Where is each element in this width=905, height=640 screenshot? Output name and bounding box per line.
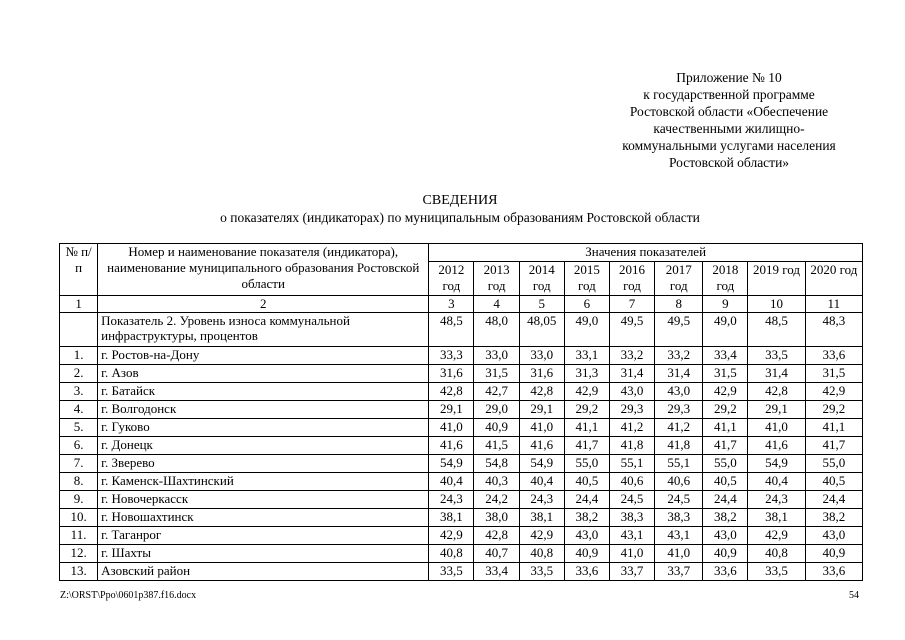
value-cell: 43,0 (703, 527, 748, 545)
header-values: Значения показателей (429, 244, 863, 262)
value-cell: 33,6 (805, 563, 862, 581)
indicators-table (59, 243, 863, 581)
appendix-line: коммунальными услугами населения (622, 138, 836, 153)
value-cell: 40,4 (519, 473, 564, 491)
value-cell: 41,1 (564, 419, 609, 437)
value-cell: 54,9 (519, 455, 564, 473)
row-number: 11. (60, 527, 98, 545)
indicator-number (60, 313, 98, 347)
municipality-name: г. Волгодонск (98, 401, 429, 419)
document-heading (60, 192, 860, 226)
row-number: 13. (60, 563, 98, 581)
table-row (60, 473, 863, 491)
value-cell: 38,3 (655, 509, 703, 527)
value-cell: 29,3 (655, 401, 703, 419)
value-cell: 40,5 (703, 473, 748, 491)
row-number: 12. (60, 545, 98, 563)
value-cell: 38,2 (805, 509, 862, 527)
value-cell: 42,9 (703, 383, 748, 401)
value-cell: 40,9 (805, 545, 862, 563)
indicator-value: 48,5 (748, 313, 805, 347)
value-cell: 41,0 (429, 419, 474, 437)
column-number: 3 (429, 296, 474, 313)
value-cell: 38,0 (474, 509, 519, 527)
value-cell: 43,0 (805, 527, 862, 545)
appendix-line: Приложение № 10 (676, 70, 782, 85)
indicator-value: 48,3 (805, 313, 862, 347)
value-cell: 41,0 (655, 545, 703, 563)
table-row (60, 545, 863, 563)
municipality-name: г. Гуково (98, 419, 429, 437)
value-cell: 29,2 (703, 401, 748, 419)
value-cell: 33,5 (748, 347, 805, 365)
value-cell: 41,8 (655, 437, 703, 455)
appendix-line: к государственной программе (643, 87, 815, 102)
value-cell: 33,2 (609, 347, 654, 365)
value-cell: 41,0 (609, 545, 654, 563)
municipality-name: г. Азов (98, 365, 429, 383)
row-number: 6. (60, 437, 98, 455)
column-number: 5 (519, 296, 564, 313)
value-cell: 24,3 (429, 491, 474, 509)
appendix-note (598, 69, 860, 171)
value-cell: 31,4 (748, 365, 805, 383)
value-cell: 41,7 (564, 437, 609, 455)
column-number: 7 (609, 296, 654, 313)
table-row (60, 347, 863, 365)
value-cell: 24,4 (564, 491, 609, 509)
table-row (60, 509, 863, 527)
value-cell: 41,2 (655, 419, 703, 437)
value-cell: 41,2 (609, 419, 654, 437)
appendix-line: Ростовской области» (668, 155, 790, 170)
value-cell: 41,7 (805, 437, 862, 455)
value-cell: 40,6 (609, 473, 654, 491)
table-row (60, 455, 863, 473)
value-cell: 33,6 (564, 563, 609, 581)
value-cell: 43,1 (609, 527, 654, 545)
value-cell: 42,9 (805, 383, 862, 401)
value-cell: 24,3 (519, 491, 564, 509)
row-number: 9. (60, 491, 98, 509)
value-cell: 41,7 (703, 437, 748, 455)
value-cell: 42,9 (748, 527, 805, 545)
value-cell: 29,1 (519, 401, 564, 419)
table-row (60, 383, 863, 401)
value-cell: 43,1 (655, 527, 703, 545)
row-number: 8. (60, 473, 98, 491)
value-cell: 41,8 (609, 437, 654, 455)
indicator-value: 49,5 (609, 313, 654, 347)
table-row (60, 365, 863, 383)
value-cell: 42,9 (429, 527, 474, 545)
municipality-name: г. Новошахтинск (98, 509, 429, 527)
municipality-name: г. Донецк (98, 437, 429, 455)
value-cell: 40,9 (564, 545, 609, 563)
value-cell: 24,5 (609, 491, 654, 509)
table-row (60, 527, 863, 545)
value-cell: 55,0 (703, 455, 748, 473)
value-cell: 38,1 (748, 509, 805, 527)
column-number: 2 (98, 296, 429, 313)
header-year: 2016 год (609, 262, 654, 296)
municipality-name: г. Батайск (98, 383, 429, 401)
value-cell: 29,1 (429, 401, 474, 419)
footer-file-path: Z:\ORST\Ppo\0601p387.f16.docx (60, 590, 197, 601)
column-number: 1 (60, 296, 98, 313)
value-cell: 40,8 (748, 545, 805, 563)
value-cell: 40,8 (429, 545, 474, 563)
value-cell: 31,5 (703, 365, 748, 383)
value-cell: 40,4 (748, 473, 805, 491)
table-row (60, 419, 863, 437)
column-number: 6 (564, 296, 609, 313)
appendix-line: качественными жилищно- (653, 121, 805, 136)
value-cell: 42,9 (519, 527, 564, 545)
row-number: 1. (60, 347, 98, 365)
table-row (60, 437, 863, 455)
value-cell: 33,6 (703, 563, 748, 581)
indicator-value: 48,5 (429, 313, 474, 347)
document-title: СВЕДЕНИЯ (422, 193, 498, 208)
appendix-line: Ростовской области «Обеспечение (629, 104, 829, 119)
value-cell: 40,3 (474, 473, 519, 491)
column-number: 11 (805, 296, 862, 313)
table-row (60, 563, 863, 581)
value-cell: 41,6 (519, 437, 564, 455)
municipality-name: г. Ростов-на-Дону (98, 347, 429, 365)
row-number: 3. (60, 383, 98, 401)
value-cell: 41,5 (474, 437, 519, 455)
value-cell: 55,0 (805, 455, 862, 473)
header-year: 2014 год (519, 262, 564, 296)
value-cell: 31,3 (564, 365, 609, 383)
indicator-value: 49,0 (703, 313, 748, 347)
value-cell: 31,5 (805, 365, 862, 383)
value-cell: 33,3 (429, 347, 474, 365)
value-cell: 33,5 (519, 563, 564, 581)
municipality-name: г. Таганрог (98, 527, 429, 545)
value-cell: 33,7 (609, 563, 654, 581)
table-row (60, 401, 863, 419)
value-cell: 55,1 (655, 455, 703, 473)
municipality-name: г. Шахты (98, 545, 429, 563)
indicator-value: 48,05 (519, 313, 564, 347)
column-number: 8 (655, 296, 703, 313)
value-cell: 24,5 (655, 491, 703, 509)
value-cell: 33,4 (703, 347, 748, 365)
value-cell: 31,4 (655, 365, 703, 383)
value-cell: 33,5 (748, 563, 805, 581)
column-numbers-row (60, 296, 863, 313)
value-cell: 43,0 (564, 527, 609, 545)
value-cell: 33,1 (564, 347, 609, 365)
value-cell: 31,6 (519, 365, 564, 383)
value-cell: 40,4 (429, 473, 474, 491)
municipality-name: г. Каменск-Шахтинский (98, 473, 429, 491)
value-cell: 29,3 (609, 401, 654, 419)
value-cell: 31,6 (429, 365, 474, 383)
value-cell: 31,5 (474, 365, 519, 383)
header-name: Номер и наименование показателя (индикатора), наименование муниципального образования Ростовской области (98, 244, 429, 296)
value-cell: 38,3 (609, 509, 654, 527)
value-cell: 24,4 (703, 491, 748, 509)
value-cell: 29,2 (564, 401, 609, 419)
value-cell: 40,9 (703, 545, 748, 563)
indicator-value: 48,0 (474, 313, 519, 347)
row-number: 7. (60, 455, 98, 473)
document-subtitle: о показателях (индикаторах) по муниципальным образованиям Ростовской области (220, 210, 700, 225)
header-year: 2019 год (748, 262, 805, 296)
table-row (60, 491, 863, 509)
row-number: 5. (60, 419, 98, 437)
value-cell: 29,1 (748, 401, 805, 419)
row-number: 2. (60, 365, 98, 383)
value-cell: 54,9 (748, 455, 805, 473)
value-cell: 41,6 (429, 437, 474, 455)
municipality-name: Азовский район (98, 563, 429, 581)
column-number: 9 (703, 296, 748, 313)
header-year: 2020 год (805, 262, 862, 296)
value-cell: 29,2 (805, 401, 862, 419)
value-cell: 41,0 (748, 419, 805, 437)
row-number: 10. (60, 509, 98, 527)
value-cell: 43,0 (655, 383, 703, 401)
value-cell: 40,8 (519, 545, 564, 563)
value-cell: 54,9 (429, 455, 474, 473)
value-cell: 40,6 (655, 473, 703, 491)
indicator-value: 49,0 (564, 313, 609, 347)
value-cell: 24,4 (805, 491, 862, 509)
value-cell: 24,3 (748, 491, 805, 509)
header-year: 2017 год (655, 262, 703, 296)
value-cell: 55,1 (609, 455, 654, 473)
value-cell: 42,8 (519, 383, 564, 401)
header-year: 2015 год (564, 262, 609, 296)
value-cell: 41,0 (519, 419, 564, 437)
value-cell: 31,4 (609, 365, 654, 383)
indicator-value: 49,5 (655, 313, 703, 347)
row-number: 4. (60, 401, 98, 419)
header-number: № п/п (60, 244, 98, 296)
value-cell: 40,7 (474, 545, 519, 563)
municipality-name: г. Зверево (98, 455, 429, 473)
header-year: 2012 год (429, 262, 474, 296)
header-year: 2013 год (474, 262, 519, 296)
value-cell: 55,0 (564, 455, 609, 473)
value-cell: 42,7 (474, 383, 519, 401)
header-year: 2018 год (703, 262, 748, 296)
value-cell: 41,6 (748, 437, 805, 455)
value-cell: 38,1 (519, 509, 564, 527)
value-cell: 54,8 (474, 455, 519, 473)
value-cell: 42,8 (748, 383, 805, 401)
value-cell: 33,2 (655, 347, 703, 365)
page-number: 54 (849, 590, 859, 601)
municipality-rows (60, 347, 863, 581)
value-cell: 38,1 (429, 509, 474, 527)
value-cell: 33,5 (429, 563, 474, 581)
value-cell: 29,0 (474, 401, 519, 419)
value-cell: 38,2 (564, 509, 609, 527)
value-cell: 43,0 (609, 383, 654, 401)
value-cell: 42,9 (564, 383, 609, 401)
value-cell: 41,1 (703, 419, 748, 437)
value-cell: 33,0 (474, 347, 519, 365)
value-cell: 38,2 (703, 509, 748, 527)
value-cell: 40,5 (564, 473, 609, 491)
indicator-row (60, 313, 863, 347)
municipality-name: г. Новочеркасск (98, 491, 429, 509)
value-cell: 33,0 (519, 347, 564, 365)
value-cell: 24,2 (474, 491, 519, 509)
value-cell: 33,7 (655, 563, 703, 581)
indicator-name: Показатель 2. Уровень износа коммунальной инфраструктуры, процентов (98, 313, 429, 347)
value-cell: 40,5 (805, 473, 862, 491)
column-number: 10 (748, 296, 805, 313)
value-cell: 33,4 (474, 563, 519, 581)
value-cell: 33,6 (805, 347, 862, 365)
value-cell: 42,8 (474, 527, 519, 545)
value-cell: 42,8 (429, 383, 474, 401)
column-number: 4 (474, 296, 519, 313)
value-cell: 40,9 (474, 419, 519, 437)
value-cell: 41,1 (805, 419, 862, 437)
